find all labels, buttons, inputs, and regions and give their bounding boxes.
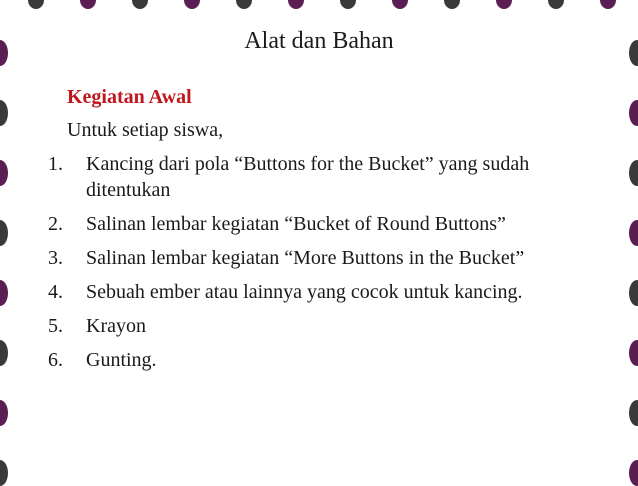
list-item-number: 6. (48, 349, 63, 371)
list-item (48, 211, 618, 237)
list-item (48, 151, 618, 203)
list-item (48, 279, 618, 305)
decorative-dot (629, 340, 638, 366)
list-item-text: Krayon (86, 315, 146, 337)
list-item (48, 313, 618, 339)
decorative-dot (132, 0, 148, 9)
decorative-dot (340, 0, 356, 9)
decorative-dot (0, 220, 8, 246)
decorative-dot (629, 220, 638, 246)
decorative-dot (0, 400, 8, 426)
decorative-dot (0, 340, 8, 366)
decorative-dot (0, 280, 8, 306)
decorative-dot (496, 0, 512, 9)
decorative-dot (548, 0, 564, 9)
materials-list (48, 151, 618, 381)
decorative-dot (629, 280, 638, 306)
decorative-dot (629, 160, 638, 186)
list-item-text: Salinan lembar kegiatan “More Buttons in the Bucket” (86, 247, 525, 269)
decorative-dot (0, 160, 8, 186)
list-item-text: Sebuah ember atau lainnya yang cocok untuk kancing. (86, 281, 523, 303)
list-item-number: 2. (48, 213, 63, 235)
decorative-dot (392, 0, 408, 9)
decorative-dot (629, 100, 638, 126)
decorative-dot (80, 0, 96, 9)
decorative-dot (288, 0, 304, 9)
list-item-text: Gunting. (86, 349, 157, 371)
list-item-number: 1. (48, 153, 63, 175)
list-item-text: Kancing dari pola “Buttons for the Bucket” yang sudah ditentukan (86, 153, 530, 201)
decorative-dot (600, 0, 616, 9)
decorative-dot (236, 0, 252, 9)
decorative-dot (629, 400, 638, 426)
list-item-number: 3. (48, 247, 63, 269)
list-item-number: 4. (48, 281, 63, 303)
decorative-dot (0, 100, 8, 126)
decorative-dot (28, 0, 44, 9)
list-item-text: Salinan lembar kegiatan “Bucket of Round Buttons” (86, 213, 506, 235)
list-item (48, 245, 618, 271)
decorative-dot (184, 0, 200, 9)
intro-text: Untuk setiap siswa, (67, 119, 224, 141)
decorative-dot (629, 460, 638, 486)
section-heading: Kegiatan Awal (67, 86, 192, 108)
decorative-dot (444, 0, 460, 9)
slide-title: Alat dan Bahan (244, 28, 394, 54)
decorative-dot (0, 460, 8, 486)
list-item-number: 5. (48, 315, 63, 337)
list-item (48, 347, 618, 373)
